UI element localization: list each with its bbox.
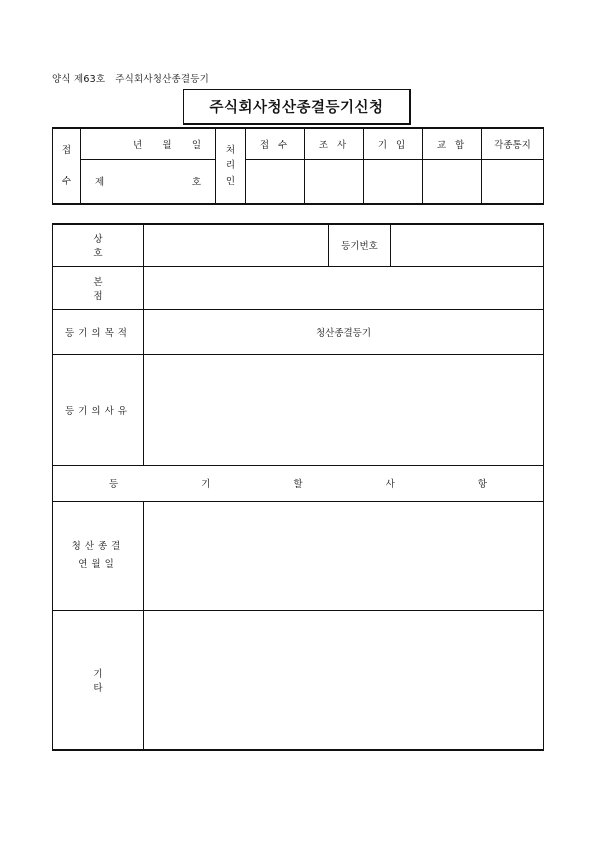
proc-col-review: 조 사	[305, 128, 364, 159]
reason-field[interactable]	[144, 354, 544, 465]
reception-label-cell	[53, 128, 81, 204]
number-suffix-label: 호	[191, 177, 201, 189]
reception-table	[52, 127, 544, 205]
year-label: 년	[133, 139, 143, 151]
proc-col-verify: 교 합	[423, 128, 482, 159]
proc-box-entry[interactable]	[364, 159, 423, 204]
proc-col-entry: 기 입	[364, 128, 423, 159]
other-label: 기 타	[53, 610, 144, 750]
document-title: 주식회사청산종결등기신청	[183, 89, 411, 125]
proc-box-receipt[interactable]	[246, 159, 305, 204]
proc-box-notice[interactable]	[482, 159, 544, 204]
reception-label-1: 접	[61, 144, 72, 156]
purpose-field[interactable]: 청산종결등기	[144, 309, 544, 354]
registry-number-field[interactable]	[391, 224, 544, 266]
form-number: 양식 제63호	[52, 74, 106, 85]
purpose-label: 등기의목적	[53, 309, 144, 354]
processor-label-1: 처	[225, 144, 236, 156]
trade-name-field[interactable]	[144, 224, 329, 266]
registry-number-label: 등기번호	[329, 224, 391, 266]
section-header: 등 기 할 사 항	[53, 465, 544, 501]
completion-date-label: 청산종결 연월일	[53, 501, 144, 610]
proc-col-notice: 각종통지	[482, 128, 544, 159]
month-label: 월	[162, 139, 172, 151]
processor-label-cell	[216, 128, 246, 204]
reception-date-cell[interactable]	[81, 128, 216, 159]
other-field[interactable]	[144, 610, 544, 750]
reception-label-2: 수	[61, 176, 72, 187]
processor-label-2: 리	[225, 160, 236, 172]
trade-name-label: 상 호	[53, 224, 144, 266]
completion-date-field[interactable]	[144, 501, 544, 610]
head-office-field[interactable]	[144, 266, 544, 309]
proc-box-review[interactable]	[305, 159, 364, 204]
proc-col-receipt: 접 수	[246, 128, 305, 159]
registration-table	[52, 223, 544, 751]
reception-number-cell[interactable]	[81, 159, 216, 204]
day-label: 일	[191, 139, 201, 151]
processor-label-3: 인	[225, 175, 236, 187]
form-caption	[52, 71, 209, 85]
head-office-label: 본 점	[53, 266, 144, 309]
form-name: 주식회사청산종결등기	[115, 74, 209, 85]
proc-box-verify[interactable]	[423, 159, 482, 204]
reason-label: 등기의사유	[53, 354, 144, 465]
number-prefix-label: 제	[95, 177, 105, 189]
